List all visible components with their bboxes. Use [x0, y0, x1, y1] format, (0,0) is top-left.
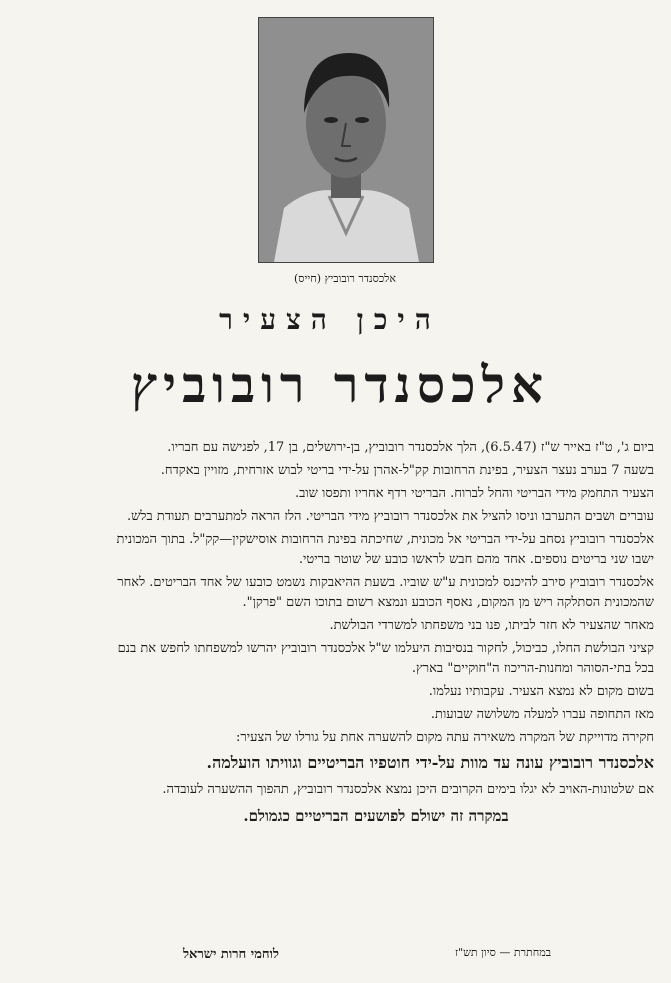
paragraph: אלכסנדר רובוביץ נסחב על-ידי הבריטי אל מכונית, שחיכתה בפינת הרחובות אוסישקין—קק"ל. בתוך המכונית ישבו שני בריטים נוספים. אחד מהם חבש לראשו כובע של שוטר בריטי.	[116, 532, 654, 567]
headline-line1: היכן הצעיר	[219, 303, 441, 336]
paragraph: בשעה 7 בערב נעצר הצעיר, בפינת הרחובות קק"ל-אהרן על-ידי בריטי לבוש אזרחית, מזויין באקדח.	[160, 463, 654, 478]
paragraph: מאחר שהצעיר לא חזר לביתו, פנו בני משפחתו למשרדי הבולשת.	[329, 618, 654, 633]
notice-body	[98, 438, 654, 829]
conclusion-statement: אלכסנדר רובוביץ עונה עד מוות על-ידי חוטפיו הבריטיים וגוויתו הועלמה.	[206, 753, 654, 772]
portrait-icon	[259, 18, 433, 262]
photo-caption: אלכסנדר רובוביץ (חייס)	[293, 272, 396, 285]
paragraph: מאז התחופה עברו למעלה משלושה שבועות.	[430, 707, 654, 722]
paragraph: אלכסנדר רובוביץ סירב להיכנס למכונית ע"ש שוביו. בשעת ההיאבקות נשמט כובעו של אחד הבריטים. לאחר שהמכונית הסתלקה ריש מן המקום, נאסף הכובע ונמצא רשום בתוכו השם "פרקן".	[117, 575, 654, 610]
paragraph: הצעיר התחמק מידי הבריטי והחל לברוח. הבריטי רדף אחריו ותפסו שוב.	[294, 486, 654, 501]
appeal-paragraph: אם שלטונות-האויב לא יגלו בימים הקרובים היכן נמצא אלכסנדר רובוביץ, תהפוך ההשערה לעובדה.	[162, 782, 654, 797]
paragraph: קציני הבולשת החלו, כביכול, לחקור בנסיבות היעלמו ש"ל אלכסנדר רובוביץ יהרשו למשפחתו לחפש את בנם בכל בתי-הסוהר ומחנות-הריכוז ה"חוקיים" בארץ.	[117, 641, 654, 676]
paragraph: עוברים ושבים התערבו וניסו להציל את אלכסנדר רובוביץ מידי הבריטי. הלז הראה למתערבים תעודת בלש.	[126, 509, 654, 524]
paragraph: בשום מקום לא נמצא הצעיר. עקבותיו נעלמו.	[428, 684, 654, 699]
portrait-photo	[258, 17, 434, 263]
paragraph: ביום ג', ט"ז באייר ש"ז (6.5.47), הלך אלכסנדר רובוביץ, בן-ירושלים, בן 17, לפגישה עם חבריו.	[167, 440, 654, 455]
headline-line2: אלכסנדר רובוביץ	[130, 355, 550, 414]
paragraph: חקירה מדוייקת של המקרה משאירה עתה מקום להשערה אחת על גורלו של הצעיר:	[236, 730, 654, 745]
closing-statement: במקרה זה ישולם לפושעים הבריטיים כגמולם.	[243, 807, 509, 825]
signature: לוחמי חרות ישראל	[182, 947, 279, 962]
dateline: במחתרת — סיון תש"ז	[455, 946, 552, 959]
